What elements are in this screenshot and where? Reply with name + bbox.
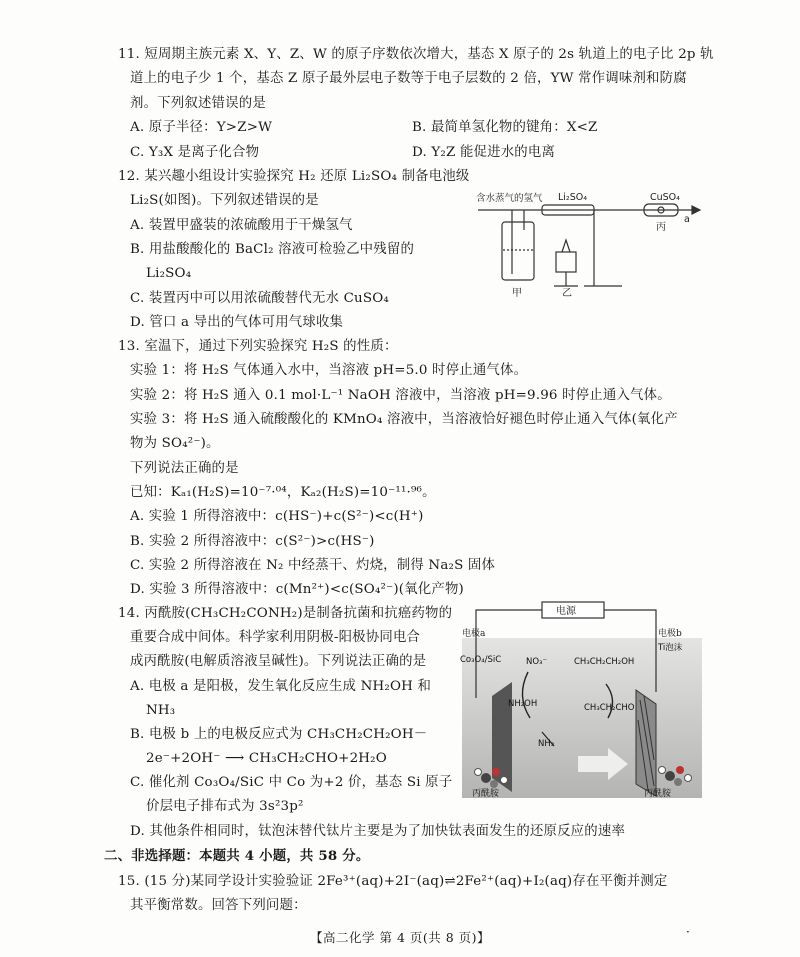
- q13-exp-3-cont: 物为 SO₄²⁻)。: [130, 436, 220, 451]
- q11-option-c: C. Y₃X 是离子化合物: [130, 145, 260, 160]
- q13-option-d: D. 实验 3 所得溶液中：c(Mn²⁺)<c(SO₄²⁻)(氧化产物): [130, 582, 464, 597]
- wash-bottle-jia: [502, 222, 534, 280]
- flame-icon: [562, 240, 570, 252]
- q13-option-c: C. 实验 2 所得溶液在 N₂ 中经蒸干、灼烧，制得 Na₂S 固体: [130, 558, 496, 573]
- electrode-a-label: 电极a: [462, 629, 486, 639]
- q11-stem-line-2: 道上的电子少 1 个，基态 Z 原子最外层电子数等于电子层数的 2 倍，YW 常作调味剂和防腐: [130, 71, 687, 86]
- ammonia-label: NH₃: [538, 739, 555, 749]
- electrolysis-cell-drawing: [458, 600, 706, 800]
- q11-option-d: D. Y₂Z 能促进水的电离: [412, 145, 556, 160]
- q11-stem-line-1: 11. 短周期主族元素 X、Y、Z、W 的原子序数依次增大，基态 X 原子的 2s 轨道上的电子比 2p 轨: [118, 47, 714, 62]
- q14-stem-line-1: 14. 丙酰胺(CH₃CH₂CONH₂)是制备抗菌和抗癌药物的: [118, 606, 453, 621]
- q14-option-b-cont: 2e⁻+2OH⁻ ⟶ CH₃CH₂CHO+2H₂O: [146, 751, 387, 766]
- q14-option-d: D. 其他条件相同时，钛泡沫替代钛片主要是为了加快钛表面发生的还原反应的速率: [130, 824, 626, 839]
- catalyst-b-label: Ti泡沫: [658, 643, 683, 653]
- q13-given: 已知：Kₐ₁(H₂S)=10⁻⁷·⁰⁴，Kₐ₂(H₂S)=10⁻¹¹·⁹⁶。: [130, 485, 436, 500]
- apparatus-drawing: [474, 188, 704, 300]
- propanol-label: CH₃CH₂CH₂OH: [574, 657, 635, 667]
- catalyst-a-label: Co₃O₄/SiC: [460, 655, 502, 665]
- label-jia: 甲: [512, 288, 522, 299]
- cuso4-label: CuSO₄: [650, 192, 680, 203]
- q14-option-c: C. 催化剂 Co₃O₄/SiC 中 Co 为+2 价，基态 Si 原子: [130, 775, 453, 790]
- q14-stem-line-3: 成丙酰胺(电解质溶液呈碱性)。下列说法正确的是: [130, 654, 427, 669]
- q15-stem-line-1: 15. (15 分)某同学设计实验验证 2Fe³⁺(aq)+2I⁻(aq)⇌2Fe²⁺(aq)+I₂(aq)存在平衡并测定: [118, 874, 668, 889]
- label-yi: 乙: [562, 288, 572, 299]
- nitrate-label: NO₃⁻: [526, 657, 547, 667]
- q11-stem-line-3: 剂。下列叙述错误的是: [130, 96, 266, 111]
- label-bing: 丙: [656, 222, 666, 233]
- propanal-label: CH₃CH₂CHO: [584, 703, 635, 713]
- q12-stem-line-1: 12. 某兴趣小组设计实验探究 H₂ 还原 Li₂SO₄ 制备电池级: [118, 169, 470, 184]
- q15-stem-line-2: 其平衡常数。回答下列问题：: [130, 898, 307, 913]
- q12-option-c: C. 装置丙中可以用浓硫酸替代无水 CuSO₄: [130, 291, 389, 306]
- q13-question: 下列说法正确的是: [130, 461, 239, 476]
- q13-exp-2: 实验 2：将 H₂S 通入 0.1 mol·L⁻¹ NaOH 溶液中，当溶液 pH=9.96 时停止通入气体。: [130, 388, 671, 403]
- q13-stem: 13. 室温下，通过下列实验探究 H₂S 的性质：: [118, 339, 398, 354]
- q12-option-b: B. 用盐酸酸化的 BaCl₂ 溶液可检验乙中残留的: [130, 242, 415, 257]
- li2so4-label: Li₂SO₄: [558, 192, 588, 203]
- q12-stem-line-2: Li₂S(如图)。下列叙述错误的是: [130, 193, 319, 208]
- q14-option-a: A. 电极 a 是阳极，发生氧化反应生成 NH₂OH 和: [130, 679, 432, 694]
- q14-option-b: B. 电极 b 上的电极反应式为 CH₃CH₂CH₂OH－: [130, 727, 428, 742]
- q11-option-b: B. 最简单氢化物的键角：X<Z: [412, 120, 598, 135]
- q13-exp-3: 实验 3：将 H₂S 通入硫酸酸化的 KMnO₄ 溶液中，当溶液恰好褪色时停止通入气体(氧化产: [130, 412, 678, 427]
- q13-exp-1: 实验 1：将 H₂S 气体通入水中，当溶液 pH=5.0 时停止通气体。: [130, 363, 528, 378]
- product-left-label: 丙酰胺: [472, 789, 500, 799]
- power-label: 电源: [556, 606, 576, 617]
- product-right-label: 丙酰胺: [644, 789, 672, 799]
- q12-option-d: D. 管口 a 导出的气体可用气球收集: [130, 315, 344, 330]
- section-2-heading: 二、非选择题：本题共 4 小题，共 58 分。: [104, 848, 370, 864]
- outlet-a-label: a: [684, 214, 690, 225]
- burner-yi: [556, 252, 576, 272]
- q12-option-b-cont: Li₂SO₄: [146, 266, 192, 281]
- q13-option-b: B. 实验 2 所得溶液中：c(S²⁻)>c(HS⁻): [130, 534, 375, 549]
- q14-option-a-cont: NH₃: [146, 703, 176, 718]
- q14-option-c-cont: 价层电子排布式为 3s²3p²: [146, 799, 304, 814]
- outlet-arrow-icon: [692, 206, 700, 214]
- q13-option-a: A. 实验 1 所得溶液中：c(HS⁻)+c(S²⁻)<c(H⁺): [130, 509, 424, 524]
- q12-apparatus-figure: [474, 188, 704, 300]
- electrode-b-label: 电极b: [658, 629, 682, 639]
- q14-electrolysis-figure: [458, 600, 706, 800]
- corner-mark: ·: [686, 925, 691, 939]
- gas-label: 含水蒸气的氢气: [476, 193, 543, 204]
- hydroxylamine-label: NH₂OH: [508, 699, 538, 709]
- page-footer: 【高二化学 第 4 页(共 8 页)】: [310, 930, 491, 945]
- q14-stem-line-2: 重要合成中间体。科学家利用阴极-阳极协同电合: [130, 630, 421, 645]
- q11-option-a: A. 原子半径：Y>Z>W: [130, 120, 273, 135]
- q12-option-a: A. 装置甲盛装的浓硫酸用于干燥氢气: [130, 218, 353, 233]
